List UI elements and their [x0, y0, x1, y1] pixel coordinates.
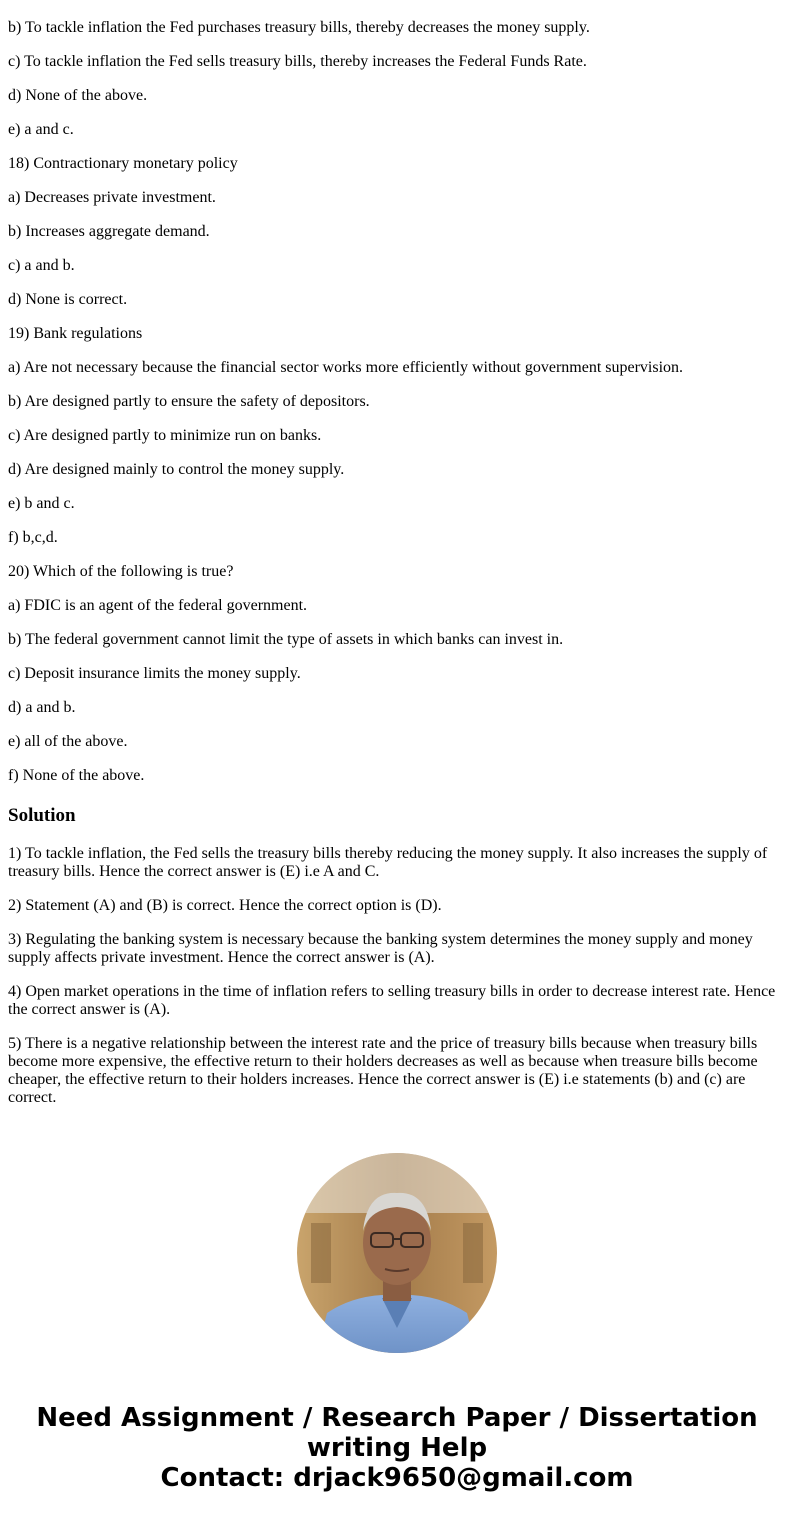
footer-contact-email: Contact: drjack9650@gmail.com: [160, 1463, 634, 1493]
q20-option-f: f) None of the above.: [8, 767, 145, 784]
q17-option-e: e) a and c.: [8, 121, 74, 138]
solution-paragraph-1: 1) To tackle inflation, the Fed sells the treasury bills thereby reducing the money supply. It also increases the supply of treasury bills. Hence the correct answer is (E) i.e A and C.: [8, 845, 768, 880]
footer-line-1: Need Assignment / Research Paper / Dissertation: [36, 1403, 758, 1433]
q19-option-e: e) b and c.: [8, 495, 75, 512]
q17-option-c: c) To tackle inflation the Fed sells treasury bills, thereby increases the Federal Funds Rate.: [8, 53, 587, 70]
q20-option-e: e) all of the above.: [8, 733, 128, 750]
q17-option-b: b) To tackle inflation the Fed purchases treasury bills, thereby decreases the money supply.: [8, 19, 590, 36]
question-20: 20) Which of the following is true?: [8, 563, 234, 580]
footer-line-2: writing Help: [306, 1433, 488, 1463]
q19-option-a: a) Are not necessary because the financial sector works more efficiently without government supervision.: [8, 359, 684, 376]
q20-option-b: b) The federal government cannot limit the type of assets in which banks can invest in.: [8, 631, 564, 648]
solution-paragraph-5: 5) There is a negative relationship between the interest rate and the price of treasury bills because when treasury bills become more expensive, the effective return to their holders decreases as well as because when treasure bills become cheaper, the effective return to their holders increases. Hence the correct answer is (E) i.e statements (b) and (c) are correct.: [8, 1035, 758, 1106]
portrait-image: [297, 1153, 497, 1353]
q18-option-c: c) a and b.: [8, 257, 75, 274]
q19-option-f: f) b,c,d.: [8, 529, 58, 546]
solution-paragraph-2: 2) Statement (A) and (B) is correct. Hence the correct option is (D).: [8, 897, 442, 914]
solution-paragraph-4: 4) Open market operations in the time of inflation refers to selling treasury bills in order to decrease interest rate. Hence the correct answer is (A).: [8, 983, 776, 1018]
q19-option-d: d) Are designed mainly to control the money supply.: [8, 461, 345, 478]
q20-option-d: d) a and b.: [8, 699, 76, 716]
q18-option-b: b) Increases aggregate demand.: [8, 223, 210, 240]
q17-option-d: d) None of the above.: [8, 87, 148, 104]
footer-contact: [0, 1403, 794, 1493]
solution-heading: Solution: [8, 805, 76, 826]
solution-paragraph-3: 3) Regulating the banking system is necessary because the banking system determines the money supply and money supply affects private investment. Hence the correct answer is (A).: [8, 931, 753, 966]
q19-option-c: c) Are designed partly to minimize run on banks.: [8, 427, 322, 444]
question-18: 18) Contractionary monetary policy: [8, 155, 238, 172]
q19-option-b: b) Are designed partly to ensure the safety of depositors.: [8, 393, 370, 410]
question-19: 19) Bank regulations: [8, 325, 143, 342]
q18-option-a: a) Decreases private investment.: [8, 189, 216, 206]
q18-option-d: d) None is correct.: [8, 291, 128, 308]
q20-option-c: c) Deposit insurance limits the money supply.: [8, 665, 301, 682]
q20-option-a: a) FDIC is an agent of the federal government.: [8, 597, 308, 614]
author-photo: [297, 1153, 497, 1353]
